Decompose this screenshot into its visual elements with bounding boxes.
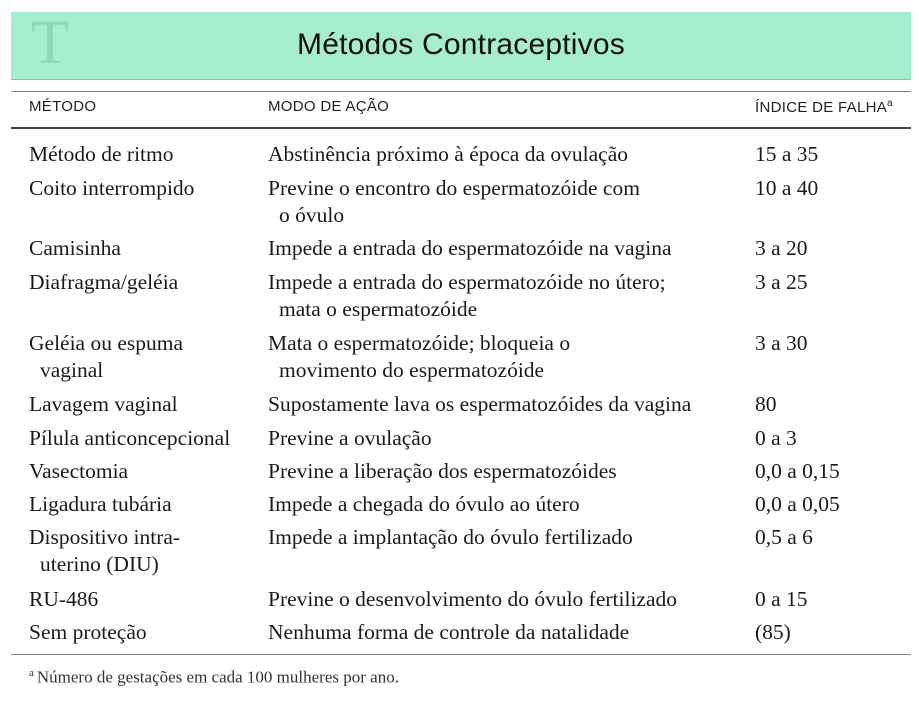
failure-index: 0 a 15 <box>755 587 808 611</box>
failure-index: 15 a 35 <box>755 142 819 166</box>
action-description: Supostamente lava os espermatozóides da vagina <box>268 392 692 416</box>
watermark-letter: T <box>31 9 69 77</box>
action-description: Previne o encontro do espermatozóide com <box>268 176 640 200</box>
page-title: Métodos Contraceptivos <box>297 28 625 61</box>
column-header-failure <box>755 98 893 116</box>
action-description: Mata o espermatozóide; bloqueia o <box>268 331 571 355</box>
method-name: Vasectomia <box>29 459 129 483</box>
method-name: Coito interrompido <box>29 176 195 200</box>
failure-index: 0 a 3 <box>755 426 797 450</box>
action-description: Impede a chegada do óvulo ao útero <box>268 492 580 516</box>
action-description: Previne a liberação dos espermatozóides <box>268 459 617 483</box>
action-description-line-2: mata o espermatozóide <box>279 297 478 321</box>
method-name: Pílula anticoncepcional <box>29 426 231 450</box>
failure-index: 3 a 30 <box>755 331 808 355</box>
footnote <box>29 667 399 688</box>
failure-index: 0,0 a 0,15 <box>755 459 840 483</box>
column-header-method: MÉTODO <box>29 98 97 115</box>
method-name-line-2: uterino (DIU) <box>40 552 159 576</box>
method-name: Dispositivo intra- <box>29 525 181 549</box>
failure-index: (85) <box>755 620 791 644</box>
top-rule <box>11 91 911 92</box>
method-name: Camisinha <box>29 236 121 260</box>
failure-index: 0,0 a 0,05 <box>755 492 840 516</box>
method-name: RU-486 <box>29 587 99 611</box>
action-description-line-2: o óvulo <box>279 203 345 227</box>
method-name: Diafragma/geléia <box>29 270 179 294</box>
method-name: Ligadura tubária <box>29 492 172 516</box>
action-description: Impede a entrada do espermatozóide no útero; <box>268 270 666 294</box>
failure-index: 0,5 a 6 <box>755 525 813 549</box>
column-header-failure-label: ÍNDICE DE FALHA <box>755 99 888 116</box>
method-name: Lavagem vaginal <box>29 392 178 416</box>
action-description: Nenhuma forma de controle da natalidade <box>268 620 630 644</box>
action-description-line-2: movimento do espermatozóide <box>279 358 545 382</box>
method-name: Geléia ou espuma <box>29 331 184 355</box>
action-description: Impede a implantação do óvulo fertilizado <box>268 525 633 549</box>
footnote-text: Número de gestações em cada 100 mulheres por ano. <box>36 667 399 687</box>
title-bar <box>11 9 911 80</box>
action-description: Abstinência próximo à época da ovulação <box>268 142 628 166</box>
method-name-line-2: vaginal <box>40 358 104 382</box>
failure-index: 10 a 40 <box>755 176 819 200</box>
footnote-mark: a <box>29 667 34 679</box>
failure-index: 3 a 20 <box>755 236 808 260</box>
action-description: Impede a entrada do espermatozóide na vagina <box>268 236 672 260</box>
column-header-action: MODO DE AÇÃO <box>268 98 390 115</box>
failure-index: 80 <box>755 392 777 416</box>
method-name: Método de ritmo <box>29 142 174 166</box>
header-rule <box>11 127 911 129</box>
action-description: Previne a ovulação <box>268 426 432 450</box>
bottom-rule <box>11 654 911 655</box>
action-description: Previne o desenvolvimento do óvulo fertilizado <box>268 587 678 611</box>
method-name: Sem proteção <box>29 620 147 644</box>
failure-index: 3 a 25 <box>755 270 808 294</box>
footnote-marker: a <box>887 98 893 109</box>
